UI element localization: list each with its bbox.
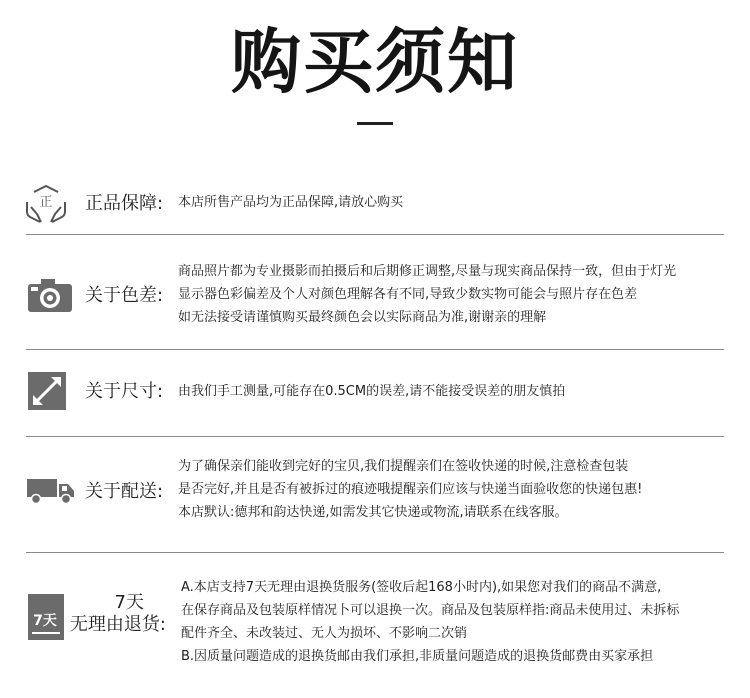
section-divider (26, 436, 724, 437)
desc-line: 如无法接受请谨慎购买最终颜色会以实际商品为准,谢谢亲的理解 (178, 310, 547, 325)
page-title: 购买须知 (231, 21, 519, 103)
genuine-guarantee-desc (178, 191, 403, 214)
desc-line: 本店所售产品均为正品保障,请放心购买 (178, 195, 404, 210)
delivery-truck-icon (27, 478, 75, 504)
resize-arrow-icon (28, 372, 66, 410)
genuine-guarantee-label: 正品保障: (85, 193, 164, 214)
desc-line: 在保存商品及包装原样情况卜可以退换一次。商品及包装原样指:商品未使用过、未拆标 (181, 603, 680, 618)
title-underline (357, 122, 393, 125)
desc-line: A.本店支持7天无理由退换货服务(签收后起168小时内),如果您对我们的商品不满意, (181, 580, 662, 595)
desc-line: 是否完好,并且是否有被拆过的痕迹哦提醒亲们应该与快递当面验收您的快递包惠! (178, 482, 643, 497)
desc-line: B.因质量问题造成的退换货邮由我们承担,非质量问题造成的退换货邮费由买家承担 (181, 649, 654, 664)
seven-day-icon-glyph: 7天 (33, 613, 57, 629)
camera-icon (28, 278, 72, 312)
section-divider (26, 349, 724, 350)
desc-line: 商品照片都为专业摄影而拍摄后和后期修正调整,尽量与现实商品保持一致，但由于灯光 (178, 264, 677, 279)
desc-line: 本店默认:德邦和韵达快递,如需发其它快递或物流,请联系在线客服。 (178, 505, 568, 520)
delivery-label: 关于配送: (85, 481, 164, 502)
color-difference-label: 关于色差: (85, 285, 164, 306)
desc-line: 为了确保亲们能收到完好的宝贝,我们提醒亲们在签收快递的时候,注意检查包装 (178, 459, 629, 474)
return-label-days: 7天 (114, 592, 144, 613)
genuine-icon-glyph: 正 (39, 195, 53, 210)
genuine-guarantee-icon (24, 180, 68, 224)
return-policy-desc (181, 576, 679, 668)
return-label: 无理由退货: (69, 614, 166, 635)
desc-line: 由我们手工测量,可能存在0.5CM的误差,请不能接受误差的朋友慎拍 (178, 384, 566, 399)
size-desc (178, 380, 565, 403)
color-difference-desc (178, 260, 676, 329)
desc-line: 配件齐全、未改装过、无人为损坏、不影响二次销 (181, 626, 468, 641)
section-divider (26, 234, 724, 235)
size-label: 关于尺寸: (85, 381, 164, 402)
delivery-desc (178, 455, 642, 524)
section-divider (26, 552, 724, 553)
desc-line: 显示器色彩偏差及个人对颜色理解各有不同,导致少数实物可能会与照片存在色差 (178, 287, 638, 302)
